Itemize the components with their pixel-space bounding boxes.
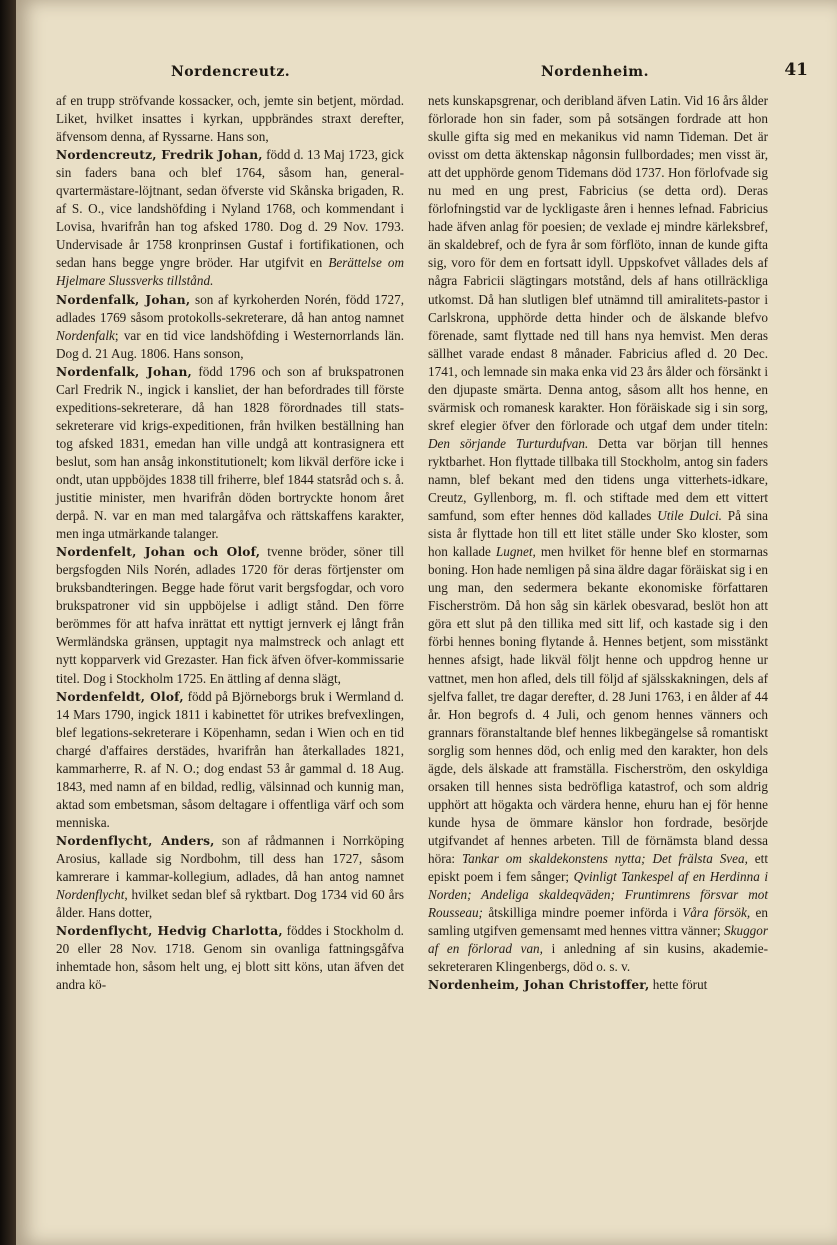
entry-headword: Nordenflycht, Anders, — [56, 833, 215, 848]
book-gutter — [0, 0, 16, 1245]
entry-text: i anledning af sin kusins, akademie-sekreteraren Klingenbergs, död o. s. v. — [428, 941, 768, 975]
entry-headword: Nordenfalk, Johan, — [56, 364, 192, 379]
entry-text: , hvilket sedan blef så ryktbart. Dog 1734 vid 60 års ålder. Hans dotter, — [56, 887, 404, 921]
entry-text: På sina sista år flyttade hon till ett litet ställe under Sko kloster, som hon kallade — [428, 508, 768, 560]
entry-nfl1 — [56, 832, 404, 922]
entry-headword: Nordenfeldt, Olof, — [56, 689, 184, 704]
entry-italic-title: Lugnet, — [495, 544, 536, 560]
entry-text: föddes i Stockholm d. 20 eller 28 Nov. 1718. Genom sin ovanliga fattningsgåfva inhemtade hon, såsom helt ung, ej blott sitt köns, utan äfven det andra kö- — [56, 923, 404, 993]
entry-text: men hvilket för henne blef en stormarnas boning. Hon hade nemligen på sina äldre dagar föräiskat sig i en ung man, den sedermera bekante ekonomiske författaren Fischerström. Då hon såg sin kärlek obesvarad, beslöt hon att göra ett slut på den tillika med sitt lif, och kastade sig i den förbi hennes boning flytande å. Hennes betjent, som misstänkt hennes afsigt, hade likväl följt henne och uppdrog henne ur vattnet, men hon afled, dels till följd af själsskakningen, dels af sjelfva fallet, tre dagar derefter, d. 28 Juni 1763, i en ålder af 44 år. Hon begrofs d. 4 Juli, och genom hennes vänners och grannars föranstaltande blef hennes likbegängelse så romantiskt sorglig som hennes död, och enlig med den karakter, hon dels ägde, dels älskade att framställa. Fischerström, den oskyldiga orsaken till hennes sista bedröfliga katastrof, och som aldrig upphört att högakta och värdera henne, ehuru han ej för henne kunde hysa de ömmare känslor hon fordrade, besörjde utgifvandet af hennes arbeten. Till de förnämsta bland dessa höra: — [428, 544, 768, 866]
entry-italic-title: Berättelse om Hjelmare Slussverks tillstånd. — [56, 255, 404, 289]
entry-text: född d. 13 Maj 1723, gick sin faders bana och blef 1764, såsom han, general-qvartermästare-löjtnant, sedan öfverste vid Skånska brigaden, R. af S. O., vice landshöfding i Nyland 1768, och kommendant i Lovisa, hvarifrån han tog afsked 1780. Dog d. 29 Nov. 1793. Undervisade år 1758 kronprinsen Gustaf i fortifikationen, och sedan hans begge yngre bröder. Har utgifvit en — [56, 147, 404, 271]
entry-text: son af kyrkoherden Norén, född 1727, adlades 1769 såsom protokolls-sekreterare, då han antog namnet — [56, 291, 405, 325]
book-page — [16, 0, 837, 1245]
entry-cont — [56, 92, 404, 146]
entry-text: ; var en tid vice landshöfding i Westernorrlands län. Dog d. 21 Aug. 1806. Hans sonson, — [56, 327, 404, 361]
entry-italic-title: Qvinligt Tankespel af en Herdinna i Norden; Andeliga skaldeqväden; Fruntimrens försvar mot Rousseau; — [428, 869, 769, 921]
entry-text: Detta var början till hennes ryktbarhet. Hon flyttade tillbaka till Stockholm, antog sin faders namn, blef bekant med den tidens unga vitterhets-idkare, Creutz, Gyllenborg, m. fl. och stiftade med dem ett vittert samfund, som efter hennes död kallades — [428, 435, 768, 524]
header-right-title: Nordenheim. — [541, 64, 649, 80]
entry-text: hette förut — [649, 977, 708, 993]
entry-text: född på Björneborgs bruk i Wermland d. 14 Mars 1790, ingick 1811 i kabinettet för utrikes brefvexlingen, blef legations-sekreterare i Köpenhamn, sedan i Wien och en tid chargé d'affaires derstädes, hvarifrån han återkallades 1821, kammarherre, R. af N. O.; dog endast 53 år gammal d. 18 Aug. 1843, med namn af en bildad, redlig, välsinnad och kunnig man, aktad som embetsman, såsom deltagare i offentliga värf och som menniska. — [56, 688, 404, 830]
entry-rc1 — [428, 92, 768, 976]
entry-text: af en trupp ströfvande kossacker, och, jemte sin betjent, mördad. Liket, hvilket insattes i kyrkan, uppbrändes straxt derefter, äfvensom denna, af Ryssarne. Hans son, — [56, 93, 404, 145]
right-column — [428, 92, 768, 994]
entry-text: född 1796 och son af brukspatronen Carl Fredrik N., ingick i kansliet, der han befordrades till förste expeditions-sekreterare, då han 1828 förordnades till stats-sekreterare vid krigs-expeditionen, från hvilken beställning han tog afsked 1831, emedan han ville undgå att kontrasignera ett beslut, som han ansåg inkonstitutionelt; kom likväl derföre icke i ondt, utan uppböjdes 1838 till friherre, blef 1844 statsråd och s. å. justitie minister, men hvarifrån döden bortryckte honom året derpå. N. var en man med talargåfva och rättskaffens karakter, men inga utmärkande talanger. — [56, 363, 404, 542]
entry-nfelt — [56, 543, 404, 687]
entry-nf1 — [56, 291, 404, 363]
entry-text: ett episkt poem i fem sånger; — [428, 850, 768, 885]
entry-nfeldt — [56, 688, 404, 832]
entry-headword: Nordenfelt, Johan och Olof, — [56, 545, 261, 560]
entry-italic-title: Nordenfalk — [56, 327, 115, 343]
header-left-title: Nordencreutz. — [171, 64, 291, 80]
entry-headword: Nordencreutz, Fredrik Johan, — [56, 148, 263, 163]
entry-text: åtskilliga mindre poemer införda i — [482, 905, 683, 921]
entry-italic-title: Skuggor af en förlorad van, — [428, 923, 768, 957]
entry-nh — [428, 976, 768, 994]
entry-text: tvenne bröder, söner till bergsfogden Nils Norén, adlades 1720 för deras förtjenster om bruksbandteringen. Begge hade förut varit bergsfogdar, och voro brukspatroner vid sin uppböjelse i adligt stånd. Den förre berömmes för att hafva inrättat ett nyttigt jernverk ej långt från Wermländska gränsen, upptagit nya malmstreck och anlagt ett nytt kopparverk vid Grezaster. Han fick äfven öfver-kommissarie titel. Dog i Stockholm 1725. En ättling af denna slägt, — [56, 544, 404, 686]
entry-headword: Nordenfalk, Johan, — [56, 292, 191, 307]
entry-text: son af rådmannen i Norrköping Arosius, kallade sig Nordbohm, till dess han 1727, såsom kamrerare i kammar-kollegium, adlades, då han antog namnet — [56, 832, 404, 885]
entry-text: en samling utgifven gemensamt med hennes vittra vänner; — [428, 905, 768, 939]
running-header — [56, 60, 816, 84]
entry-italic-title: Utile Dulci. — [657, 508, 722, 524]
page-number: 41 — [784, 60, 808, 80]
entry-text: nets kunskapsgrenar, och deribland äfven Latin. Vid 16 års ålder förlorade hon sin fader, som på sotsängen fordrade att hon skulle gifta sig med en mekanikus vid namn Tideman. Det är ovisst om detta äktenskap någonsin fullbordades; men visst är, att det upphörde genom Tidemans död 1737. Hon förlofvade sig nu med en ung prest, Fabricius (se detta ord). Deras förlofningstid var de lyckligaste åren i hennes lefnad. Fabricius hade äfven anlag för poesien; de vexlade ej mindre kärleksbref, än skaldebref, och de fyra år som förflöto, innan de kunde gifta sig, voro för dem en fortsatt idyll. Uppskofvet vållades dels af några Fabricii slägtingars motstånd, dels af hans otillräckliga utkomst. Då han slutligen blef utnämnd till amiralitets-pastor i Carlskrona, upphörde detta hinder och de älskande blefvo förenade, samt flyttade ned till hans nya hemvist. Men deras sällhet varade endast 8 månader. Fabricius afled d. 20 Dec. 1741, och lemnade sin maka enka vid 23 års ålder och försänkt i den djupaste smärta. Denna antog, såsom allt hos henne, en svärmisk och romanesk karakter. Hon föräiskade sig i sin sorg, skref elegier öfver den förlorade och utgaf dem under titeln: — [428, 93, 768, 433]
left-column — [56, 92, 404, 994]
entry-nf2 — [56, 363, 404, 543]
entry-italic-title: Nordenflycht — [56, 887, 125, 903]
entry-nfl2 — [56, 922, 404, 994]
entry-italic-title: Den sörjande Turturdufvan. — [428, 435, 589, 451]
entry-italic-title: Våra försök, — [682, 905, 751, 921]
entry-nc — [56, 146, 404, 290]
entry-headword: Nordenheim, Johan Christoffer, — [428, 978, 650, 993]
entry-headword: Nordenflycht, Hedvig Charlotta, — [56, 924, 283, 939]
entry-italic-title: Tankar om skaldekonstens nytta; Det frälsta Svea, — [462, 850, 748, 866]
